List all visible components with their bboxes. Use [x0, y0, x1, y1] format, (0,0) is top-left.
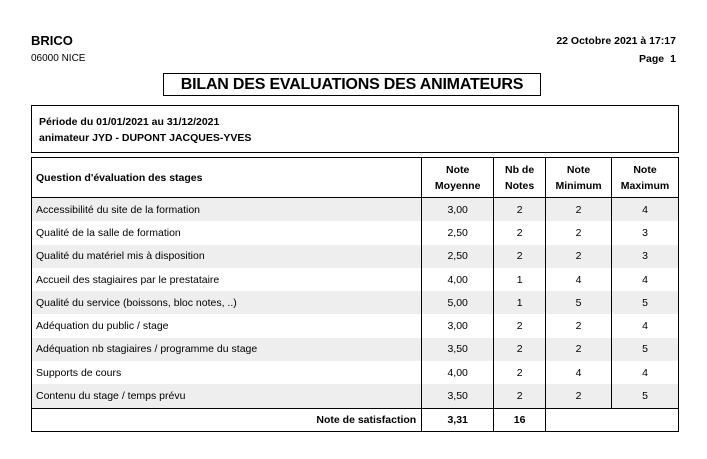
- header-avg: [422, 158, 494, 198]
- avg-cell: 2,50: [422, 221, 494, 244]
- min-cell: 4: [546, 268, 612, 291]
- header-min-line2: Minimum: [555, 179, 602, 192]
- min-cell: 2: [546, 221, 612, 244]
- count-cell: 2: [494, 221, 546, 244]
- header-question: Question d'évaluation des stages: [32, 158, 422, 198]
- max-cell: 4: [612, 361, 679, 384]
- question-cell: Adéquation nb stagiaires / programme du stage: [32, 338, 422, 361]
- avg-cell: 4,00: [422, 268, 494, 291]
- header-min-line1: Note: [566, 163, 591, 176]
- max-cell: 5: [612, 338, 679, 361]
- avg-cell: 3,50: [422, 338, 494, 361]
- question-cell: Qualité de la salle de formation: [32, 221, 422, 244]
- table-row: [32, 198, 679, 222]
- count-cell: 2: [494, 314, 546, 337]
- min-cell: 2: [546, 245, 612, 268]
- count-cell: 2: [494, 361, 546, 384]
- header-count-line2: Notes: [505, 179, 535, 192]
- question-cell: Accessibilité du site de la formation: [32, 198, 422, 222]
- max-cell: 4: [612, 198, 679, 222]
- page-indicator: [639, 53, 676, 65]
- question-cell: Qualité du service (boissons, bloc notes, ..): [32, 291, 422, 314]
- count-cell: 2: [494, 245, 546, 268]
- max-cell: 5: [612, 384, 679, 408]
- min-cell: 5: [546, 291, 612, 314]
- table-row: [32, 338, 679, 361]
- question-cell: Supports de cours: [32, 361, 422, 384]
- satisfaction-avg: 3,31: [422, 408, 494, 431]
- count-cell: 2: [494, 198, 546, 222]
- count-cell: 1: [494, 268, 546, 291]
- header-max: [612, 158, 679, 198]
- count-cell: 2: [494, 338, 546, 361]
- avg-cell: 3,00: [422, 314, 494, 337]
- table-row: [32, 384, 679, 408]
- satisfaction-label: Note de satisfaction: [32, 408, 422, 431]
- avg-cell: 4,00: [422, 361, 494, 384]
- page-number: 1: [670, 53, 676, 65]
- max-cell: 4: [612, 314, 679, 337]
- min-cell: 4: [546, 361, 612, 384]
- header-count-line1: Nb de: [505, 163, 535, 176]
- header-min: [546, 158, 612, 198]
- question-cell: Adéquation du public / stage: [32, 314, 422, 337]
- header-avg-line1: Note: [446, 163, 470, 176]
- question-cell: Qualité du matériel mis à disposition: [32, 245, 422, 268]
- evaluation-table: [31, 157, 679, 432]
- count-cell: 1: [494, 291, 546, 314]
- header-count: [494, 158, 546, 198]
- header-max-line1: Note: [633, 163, 657, 176]
- period-text: Période du 01/01/2021 au 31/12/2021: [39, 116, 220, 128]
- report-date: 22 Octobre 2021 à 17:17: [556, 35, 676, 47]
- table-row: [32, 291, 679, 314]
- satisfaction-empty: [546, 408, 679, 431]
- info-box: [31, 105, 679, 153]
- table-row: [32, 245, 679, 268]
- max-cell: 3: [612, 221, 679, 244]
- company-city: 06000 NICE: [31, 53, 86, 64]
- table-row: [32, 314, 679, 337]
- report-title: BILAN DES EVALUATIONS DES ANIMATEURS: [163, 73, 541, 96]
- avg-cell: 5,00: [422, 291, 494, 314]
- animator-text: animateur JYD - DUPONT JACQUES-YVES: [39, 132, 252, 144]
- max-cell: 4: [612, 268, 679, 291]
- min-cell: 2: [546, 314, 612, 337]
- avg-cell: 3,00: [422, 198, 494, 222]
- min-cell: 2: [546, 338, 612, 361]
- header-max-line2: Maximum: [620, 179, 670, 192]
- satisfaction-count: 16: [494, 408, 546, 431]
- table-row: [32, 221, 679, 244]
- satisfaction-row: [32, 408, 679, 431]
- min-cell: 2: [546, 198, 612, 222]
- table-row: [32, 268, 679, 291]
- table-header-row: [32, 158, 679, 198]
- max-cell: 5: [612, 291, 679, 314]
- avg-cell: 3,50: [422, 384, 494, 408]
- header-avg-line2: Moyenne: [434, 179, 481, 192]
- company-name: BRICO: [31, 33, 73, 48]
- avg-cell: 2,50: [422, 245, 494, 268]
- question-cell: Accueil des stagiaires par le prestataire: [32, 268, 422, 291]
- max-cell: 3: [612, 245, 679, 268]
- question-cell: Contenu du stage / temps prévu: [32, 384, 422, 408]
- count-cell: 2: [494, 384, 546, 408]
- page-label: Page: [639, 53, 665, 65]
- min-cell: 2: [546, 384, 612, 408]
- table-row: [32, 361, 679, 384]
